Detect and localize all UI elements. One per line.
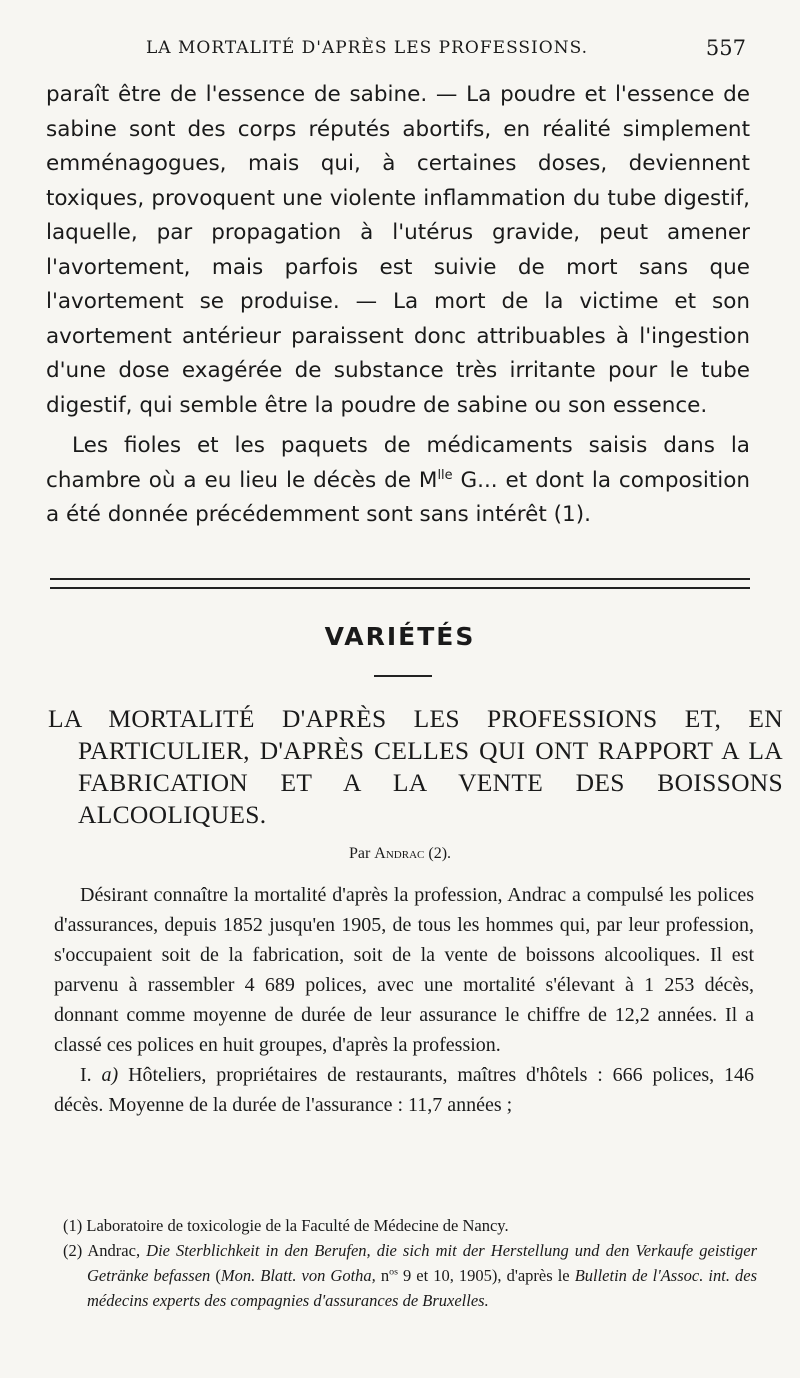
paragraph: paraît être de l'essence de sabine. — La poudre et l'essence de sabine sont des corps réputés abortifs, en réalité simplement emménagogues, mais qui, à certaines doses, deviennent toxiques, provoquent une violente inflammation du tube digestif, laquelle, par propagation à l'utérus gravide, peut amener l'avortement, mais parfois est suivie de mort sans que l'avortement se produise. — La mort de la victime et son avortement antérieur paraissent donc attribuables à l'ingestion d'une dose exagérée de substance très irritante pour le tube digestif, qui semble être la poudre de sabine ou son essence. [46,82,750,418]
footnote-1: (1) Laboratoire de toxicologie de la Faculté de Médecine de Nancy. [63,1216,509,1235]
footnote-ref: (2). [428,845,452,862]
previous-article-conclusion [46,78,750,533]
footnotes [63,1213,757,1313]
page-number: 557 [705,36,746,60]
section-title: VARIÉTÉS [324,622,476,651]
list-item: I. a) Hôteliers, propriétaires de restaurants, maîtres d'hôtels : 666 polices, 146 décès. Moyenne de la durée de l'assurance : 11,7 années ; [54,1064,755,1116]
running-title: LA MORTALITÉ D'APRÈS LES PROFESSIONS. [146,38,589,58]
footnote-2: (2) Andrac, Die Sterblichkeit in den Berufen, die sich mit der Herstellung und den Verkaufe geistiger Getränke befassen (Mon. Blatt. von Gotha, $n^{os}$ 9 et 10, 1905), d'après le Bulletin de l'Assoc. int. des médecins experts des compagnies d'assurances de Bruxelles. [63,1241,758,1310]
superscript: lle [437,467,453,483]
journal-name: Mon. Blatt. von Gotha, [220,1266,376,1285]
cited-title: Die Sterblichkeit in den Berufen, die sich mit der Herstellung und den Verkaufe geistiger Getränke befassen [87,1241,757,1285]
paragraph: Désirant connaître la mortalité d'après la profession, Andrac a compulsé les polices d'assurances, depuis 1852 jusqu'en 1905, de tous les hommes qui, par leur profession, s'occupaient soit de la fabrication, soit de la vente de boissons alcooliques. Il est parvenu à rassembler 4 689 polices, avec une mortalité s'élevant à 1 253 décès, donnant comme moyenne de durée de leur assurance le chiffre de 12,2 années. Il a classé ces polices en huit groupes, d'après la profession. [54,884,754,1056]
bulletin-name: Bulletin de l'Assoc. int. des médecins experts des compagnies d'assurances de Bruxelles. [87,1266,758,1310]
running-header [146,38,746,58]
title-rule [374,675,432,677]
article-title: LA MORTALITÉ D'APRÈS LES PROFESSIONS ET, EN PARTICULIER, D'APRÈS CELLES QUI ONT RAPPORT A LA FABRICATION ET A LA VENTE DES BOISSONS ALCOOLIQUES. [48,704,783,829]
author-name: Andrac [374,845,425,862]
article-body [54,880,754,1120]
byline: Par Andrac (2). [348,845,452,862]
section-divider [50,578,750,589]
paragraph: Les fioles et les paquets de médicaments saisis dans la chambre où a eu lieu le décès de $M^{lle}$ G... et dont la composition a été donnée précédemment sont sans intérêt (1). [46,433,751,527]
